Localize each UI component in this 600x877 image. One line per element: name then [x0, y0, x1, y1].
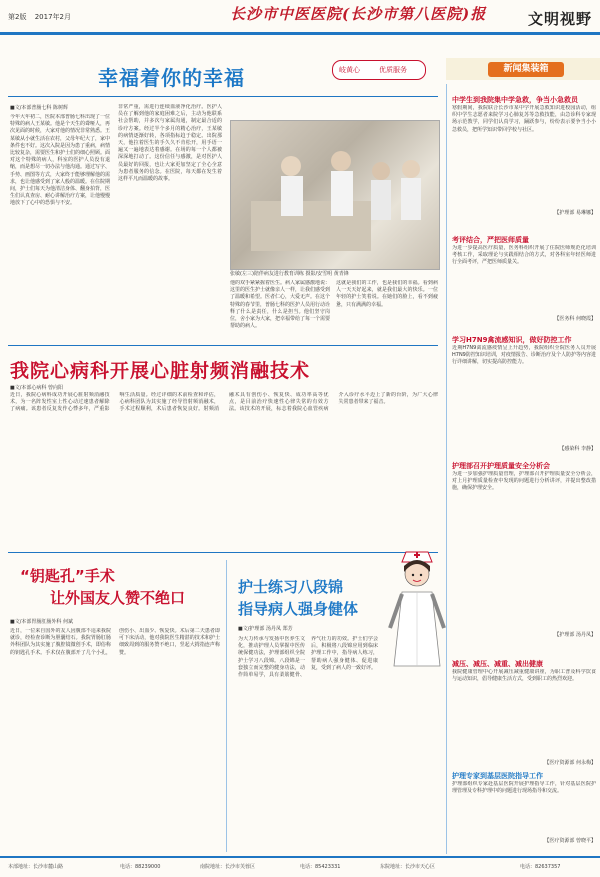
cardio-body: 近日，我院心病科成功开展心脏射频消融技术，为一名阵发性室上性心动过速患者解除了病痛。该患者反复发作心悸多年，严重影响生活质量。经过详细的术前检查和评估，心病科团队为其实施了经导管射频消融术，手术过程顺利，术后患者恢复良好。射频消融术具有创伤小、恢复快、成功率高等优点，是目前治疗快速性心律失常的有效方法。该技术的开展，标志着我院心血管疾病介入诊疗水平迈上了新的台阶，为广大心律失常患者带来了福音。: [10, 392, 438, 413]
cardio-byline: [10, 384, 130, 391]
feature-byline: [10, 104, 110, 111]
news-item-text: 为进一步提高医疗质量，医务科组织开展了住院医师规范化培训考核工作，采取理论与实践相结合的方式，对各科室年轻医师进行全面考评，严把医师质量关。: [452, 245, 596, 266]
nurse-fitness-headline-1: 护士练习八段锦: [238, 578, 344, 596]
news-item-text: 寒假期间，我院联合长沙市某中学开展急救知识进校园活动，组织中学生志愿者来院学习心肺复苏等急救技能，由急诊科专家现场示范教学，同学们认真学习，踊跃参与，纷纷表示要争当小小急救员，把所学知识带回学校与社区。: [452, 105, 596, 133]
news-item-title: 考评结合，严把医师质量: [452, 236, 529, 244]
nurse-fitness-byline: [238, 625, 378, 632]
byline-tag: ■文/本部心病科: [10, 385, 47, 391]
service-ribbon: [332, 60, 426, 80]
masthead: 长沙市中医医院(长沙市第八医院)报: [230, 5, 487, 23]
news-item-0: [452, 96, 596, 216]
news-item-source: 【医疗资源部 何永梅】: [544, 760, 596, 766]
footer-address-1: 本部地址：长沙市麓山路: [8, 864, 64, 870]
page-number: [8, 12, 71, 22]
feature-column-3: 他的双手紧紧握着医生。病人家属感激地说：这里的医生护士就像亲人一样，让我们感受到了温暖和希望。医者仁心，大爱无声。在这个特殊的春节里，普肠七科的医护人员用行动诠释了什么是责任，什么是担当。他们坚守岗位，舍小家为大家，把幸福带给了每一个需要帮助的病人。: [230, 280, 330, 330]
news-item-source: 【感染科 李静】: [559, 446, 596, 452]
right-column-divider: [446, 84, 447, 854]
key-surgery-rule: [8, 552, 438, 553]
cardio-headline: 我院心病科开展心脏射频消融技术: [10, 360, 311, 382]
news-item-5: [452, 772, 596, 844]
feature-photo: [230, 120, 440, 270]
nurse-fitness-body-cont: [384, 684, 440, 850]
issue-date: 2017年2月: [34, 13, 71, 21]
news-item-title: 中学生到我院集中学急救，争当小急救员: [452, 96, 578, 104]
news-item-title: 减压、减压、减重、减出健康: [452, 660, 543, 668]
ribbon-left-text: 岐黄心: [339, 66, 360, 74]
photo-illustration: [231, 121, 439, 269]
footer-phone-3: 电话：82637357: [520, 864, 561, 870]
page-footer: [0, 856, 600, 877]
news-item-text: 近期H7N9禽流感疫情呈上升趋势，我院组织全院医务人员开展H7N9防控知识培训，对疫情报告、诊断治疗及个人防护等内容进行详细讲解，切实提高防控能力。: [452, 345, 596, 366]
news-flash-badge: 新闻集装箱: [488, 62, 564, 77]
byline-author: 汤丹凤 郑芳: [266, 626, 293, 632]
news-item-text: 我院健康管理中心开展减压减重健康讲座，为职工普及科学饮食与运动知识，倡导健康生活方式，受到职工的热烈欢迎。: [452, 669, 596, 683]
news-item-title: 护理部召开护理质量安全分析会: [452, 462, 550, 470]
section-title: 文明视野: [527, 10, 592, 28]
byline-tag: ■文/本部普肠七科: [10, 105, 52, 111]
news-item-text: 为进一步加强护理质量管理，护理部召开护理质量安全分析会，对上月护理质量检查中发现的问题进行分析讲评，并提出整改措施，确保护理安全。: [452, 471, 596, 492]
photo-caption: 张敏(左三)陪伴病友进行教育训练 摄影/安雪明 黄青锋: [230, 271, 349, 277]
footer-address-3: 东院地址：长沙市天心区: [380, 864, 436, 870]
byline-author: 何斌: [63, 619, 74, 625]
byline-author: 陈树辉: [53, 105, 69, 111]
nurse-fitness-headline-2: 指导病人强身健体: [238, 600, 359, 618]
feature-rule: [8, 96, 438, 97]
page-number-text: 第2版: [8, 13, 27, 21]
news-item-title: 护理专家到基层医院指导工作: [452, 772, 543, 780]
news-item-4: [452, 660, 596, 766]
news-item-title: 学习H7N9禽流感知识，做好防控工作: [452, 336, 572, 344]
feature-column-4: 这就是我们的工作，也是我们的幸福。看到病人一天天好起来，就是我们最大的快乐。一位年轻的护士笑着说。在她们的脸上，看不到疲惫，只有满满的幸福。: [336, 280, 438, 308]
footer-phone-2: 电话：85423331: [300, 864, 341, 870]
cardio-rule: [8, 345, 438, 346]
key-surgery-headline-1: “钥匙孔”手术: [20, 567, 115, 585]
nurse-illustration: [384, 548, 450, 678]
byline-author: 曾向阳: [48, 385, 64, 391]
feature-column-2: 非常严重，需进行连续血液净化治疗。医护人员在了解到他的家庭困难之后，主动为他联系社会帮助，并多次与家属沟通，制定最合适的诊疗方案。经过半个多月的精心治疗，王某敏的病情逐渐好转，各项指标趋于稳定。出院那天，他拉着医生的手久久不肯松开，用手语一遍又一遍地表达着感谢。在场的每一个人都被深深地打动了。这份信任与感激，是对医护人员最好的回报，也让大家更加坚定了全心全意为患者服务的信念。在医院，每天都在发生着这样平凡而温暖的故事。: [118, 104, 222, 183]
bottom-divider: [226, 560, 227, 852]
header-band: [0, 32, 600, 35]
feature-column-1: 今年大年初二，医院本部普肠七科出现了一位特殊的病人王某敏。他是个天生的聋哑人，再次见面的时候，大家对他的情况非常熟悉。王某敏从小就生活在农村，父母年纪大了，家中条件也不好。这次入院是因为患了重病，病情比较复杂，需要医生和护士们的细心照顾。面对这个特殊的病人，科室的医护人员没有退缩，而是想尽一切办法与他沟通。通过写字、手势、画图等方式，大家终于能够理解他的需求，也让他感受到了家人般的温暖。在住院期间，护士们每天为他清洁身体、翻身拍背，医生们认真查房、耐心讲解治疗方案，让他慢慢地放下了心中的恐惧与不安。: [10, 114, 110, 207]
nurse-fitness-body: 为大力传承与发扬中医养生文化，推动护理人员掌握中医传统保健功法，护理部组织全院护士学习八段锦。八段锦是一套独立而完整的健身功法，动作简单易学，具有柔筋健骨、养气壮力的功效。护士们学会后，积极将八段锦应用到临床护理工作中，指导病人练习，帮助病人强身健体、促进康复，受到了病人的一致好评。: [238, 636, 378, 679]
byline-tag: ■文/本部胃肠肛肠外科: [10, 619, 62, 625]
news-item-2: [452, 336, 596, 452]
news-item-source: 【医疗资源部 曾晓平】: [544, 838, 596, 844]
ribbon-right-text: 优质服务: [379, 66, 407, 74]
key-surgery-body: 近日，一位来自国外的友人因腹部不适来我院就诊，经检查诊断为胆囊结石。我院胃肠肛肠外科团队为其实施了腹腔镜微创手术，即俗称的钥匙孔手术。手术仅在腹部开了几个小孔，创伤小、出血少、恢复快。术后第二天患者即可下床活动，他对我院医生精湛的技术和护士细致周到的服务赞不绝口，竖起大拇指连声称赞。: [10, 628, 220, 656]
footer-phone-1: 电话：88239000: [120, 864, 161, 870]
key-surgery-headline-2: 让外国友人赞不绝口: [50, 589, 186, 607]
news-item-source: 【护理部 易琳娜】: [554, 210, 596, 216]
nurse-figure-icon: [384, 548, 450, 678]
news-item-source: 【医务科 何晓霞】: [554, 316, 596, 322]
footer-address-2: 南院地址：长沙市芙蓉区: [200, 864, 256, 870]
news-item-1: [452, 236, 596, 322]
byline-tag: ■文/护理部: [238, 626, 265, 632]
news-item-text: 护理部组织专家赴基层医院开展护理指导工作，针对基层医院护理管理及专科护理中的问题进行现场指导和交流。: [452, 781, 596, 795]
news-item-3: [452, 462, 596, 638]
feature-headline: 幸福着你的幸福: [98, 66, 245, 90]
key-surgery-byline: [10, 618, 210, 625]
news-item-source: 【护理部 汤丹凤】: [554, 632, 596, 638]
